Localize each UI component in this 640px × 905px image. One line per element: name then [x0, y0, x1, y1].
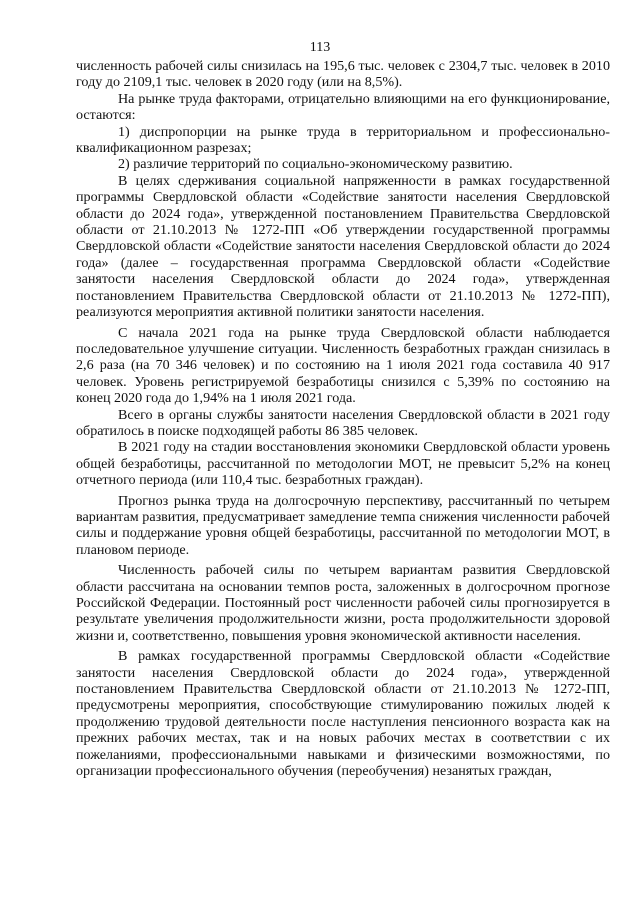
paragraph-factors-intro: На рынке труда факторами, отрицательно влияющими на его функционирование, остаются: [76, 90, 610, 124]
paragraph-state-program: В целях сдерживания социальной напряженности в рамках государственной программы Свердловской области «Содействие занятости населения Свердловской области до 2024 года», утвержденной постановлением Правительства Свердловской области от 21.10.2013 № 1272-ПП «Об утверждении государственной программы Свердловской области «Содействие занятости населения Свердловской области до 2024 года» (далее – государственная программа Свердловской области «Содействие занятости населения Свердловской области до 2024 года», утвержденная постановлением Правительства Свердловской области от 21.10.2013 № 1272-ПП), реализуются мероприятия активной политики занятости населения. [76, 172, 610, 321]
paragraph-continuation: численность рабочей силы снизилась на 195,6 тыс. человек с 2304,7 тыс. человек в 2010 году до 2109,1 тыс. человек в 2020 году (или на 8,5%). [76, 58, 610, 91]
paragraph-employment-service: Всего в органы службы занятости населения Свердловской области в 2021 году обратилось в поиске подходящей работы 86 385 человек. [76, 406, 610, 439]
list-item-1: 1) диспропорции на рынке труда в территориальном и профессионально-квалификационном разрезах; [76, 123, 610, 157]
list-item-2: 2) различие территорий по социально-экономическому развитию. [118, 156, 513, 173]
paragraph-forecast: Прогноз рынка труда на долгосрочную перспективу, рассчитанный по четырем вариантам развития, предусматривает замедление темпа снижения численности рабочей силы и поддержание уровня общей безработицы, рассчитанной по методологии МОТ, в плановом периоде. [76, 492, 610, 558]
paragraph-labor-market-2021: С начала 2021 года на рынке труда Свердловской области наблюдается последовательное улучшение ситуации. Численность безработных граждан снизилась в 2,6 раза (на 70 346 человек) и по состоянию на 1 июля 2021 года составила 40 917 человек. Уровень регистрируемой безработицы снизился с 5,39% по состоянию на конец 2020 года до 1,94% на 1 июля 2021 года. [76, 324, 610, 407]
paragraph-labor-force-growth: Численность рабочей силы по четырем вариантам развития Свердловской области рассчитана на основании темпов роста, заложенных в долгосрочном прогнозе Российской Федерации. Постоянный рост численности рабочей силы прогнозируется в результате увеличения продолжительности жизни, роста продолжительности здоровой жизни и, соответственно, повышения уровня экономической активности населения. [76, 562, 610, 644]
page-number: 113 [309, 40, 331, 55]
paragraph-elderly-employment: В рамках государственной программы Свердловской области «Содействие занятости населения Свердловской области до 2024 года», утвержденной постановлением Правительства Свердловской области от 21.10.2013 № 1272-ПП, предусмотрены мероприятия, способствующие стимулированию пожилых людей к продолжению трудовой деятельности после наступления пенсионного возраста как на прежних рабочих местах, так и на новых рабочих местах в соответствии с их пожеланиями, профессиональными навыками и физическими возможностями, по организации профессионального обучения (переобучения) незанятых граждан, [76, 648, 610, 780]
document-body [76, 58, 610, 779]
paragraph-unemployment-ilo: В 2021 году на стадии восстановления экономики Свердловской области уровень общей безработицы, рассчитанной по методологии МОТ, не превысит 5,2% на конец отчетного периода (или 110,4 тыс. безработных граждан). [76, 439, 610, 489]
